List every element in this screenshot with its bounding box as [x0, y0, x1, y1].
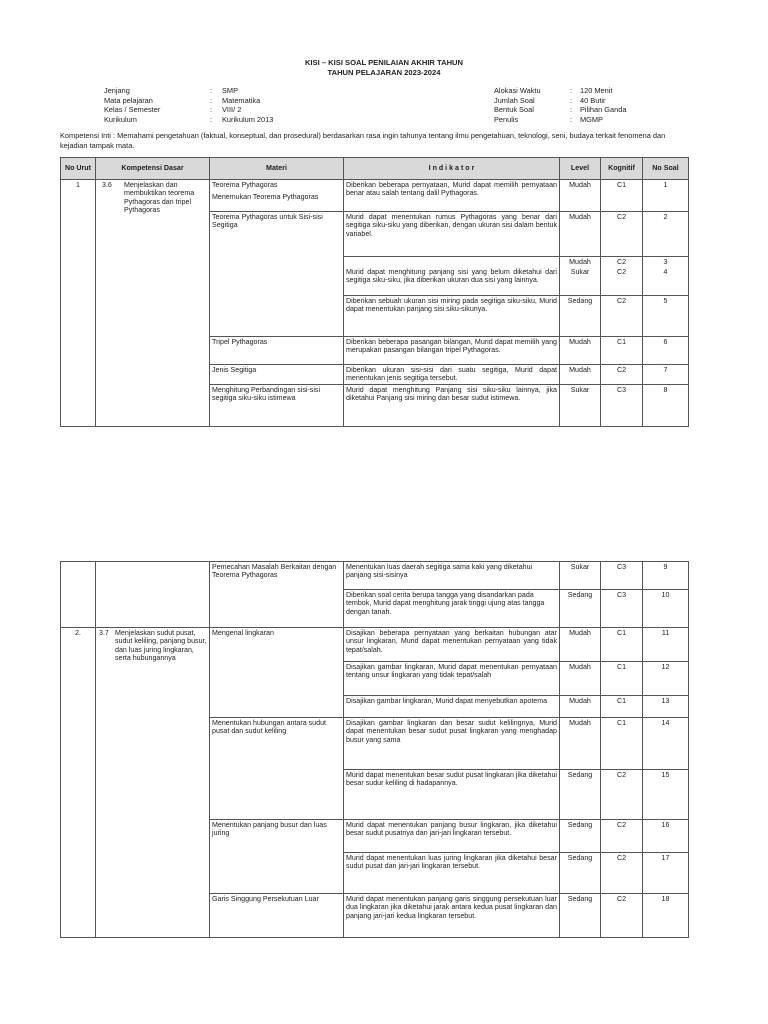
meta-colon: :: [570, 95, 573, 105]
materi-cell: Menentukan panjang busur dan luas juring: [210, 820, 344, 894]
no-soal-text: 4: [663, 268, 668, 277]
level-text: Mudah: [569, 258, 591, 266]
no-soal-cell: 2: [643, 212, 689, 257]
table-header-row: [61, 158, 689, 180]
meta-key: Jumlah Soal: [494, 95, 535, 105]
kd-text: Menjelaskan dan membuktikan teorema Pythagoras dan tripel Pythagoras: [124, 181, 195, 215]
level-cell: Sedang: [560, 853, 601, 894]
no-soal-cell: 15: [643, 770, 689, 820]
indikator-cell: Disajikan gambar lingkaran dan besar sudut kelilingnya, Murid dapat menentukan besar sudut pusat lingkaran yang menghadap busur yang sama: [344, 718, 560, 770]
meta-key: Jenjang: [104, 86, 130, 95]
meta-colon: :: [570, 86, 573, 95]
meta-colon: :: [210, 86, 213, 95]
no-soal-text: 3: [663, 258, 668, 266]
level-cell: Mudah: [560, 212, 601, 257]
kognitif-cell: [601, 257, 643, 296]
col-kompetensi-dasar: Kompetensi Dasar: [96, 158, 210, 180]
meta-value: 120 Menit: [580, 86, 613, 95]
meta-row-kelas: [104, 105, 273, 115]
meta-row-kurikulum: [104, 115, 273, 125]
kd-cell: [96, 180, 210, 427]
indikator-cell: Murid dapat menentukan luas juring lingkaran jika diketahui besar sudut pusat dan jari-jari lingkaran tersebut.: [344, 853, 560, 894]
kompetensi-inti: Kompetensi Inti : Memahami pengetahuan (faktual, konseptual, dan prosedural) berdasarkan rasa ingin tahunya tentang ilmu pengetahuan, teknologi, seni, budaya terkait fenomena dan kejadian tampak mata.: [60, 131, 666, 150]
kognitif-cell: C3: [601, 590, 643, 628]
kognitif-cell: C3: [601, 384, 643, 426]
indikator-cell: Diberikan sebuah ukuran sisi miring pada segitiga siku-siku, Murid dapat menentukan panjang sisi siku-sikunya.: [344, 296, 560, 337]
kognitif-cell: C2: [601, 820, 643, 853]
kognitif-cell: C2: [601, 212, 643, 257]
level-cell: Sedang: [560, 894, 601, 938]
meta-value: 40 Butir: [580, 95, 606, 105]
meta-value: MGMP: [580, 114, 603, 124]
meta-key: Penulis: [494, 114, 519, 124]
level-cell: Mudah: [560, 365, 601, 385]
kisi-table-page1: [60, 157, 689, 427]
indikator-cell: Murid dapat menghitung Panjang sisi siku-siku lainnya, jika diketahui Panjang sisi miring dan besar sudut istimewa.: [344, 384, 560, 426]
indikator-cell: Menentukan luas daerah segitiga sama kaki yang diketahui panjang sisi-sisinya: [344, 562, 560, 590]
materi-cell: [210, 180, 344, 212]
no-soal-cell: 17: [643, 853, 689, 894]
kognitif-cell: C2: [601, 365, 643, 385]
level-cell: Sedang: [560, 820, 601, 853]
col-materi: Materi: [210, 158, 344, 180]
kd-number: 3.6: [102, 181, 112, 189]
kognitif-cell: C1: [601, 337, 643, 365]
indikator-cell: Murid dapat menentukan rumus Pythagoras yang benar dari segitiga siku-siku yang diberikan, dengan ukuran sisi dalam bentuk variabel.: [344, 212, 560, 257]
kognitif-cell: C1: [601, 662, 643, 696]
meta-right: [494, 86, 626, 124]
meta-row-penulis: [494, 115, 626, 125]
kognitif-text: C2: [616, 268, 627, 277]
indikator-cell: Disajikan gambar lingkaran, Murid dapat menyebutkan apotema: [344, 696, 560, 718]
indikator-cell: Disajikan beberapa pernyataan yang berkaitan hubungan atar unsur lingkaran, Murid dapat menentukan pernyataan yang tidak tepat/salah.: [344, 628, 560, 662]
kd-text: Menjelaskan sudut pusat, sudut keliling, panjang busur, dan luas juring lingkaran, serta hubungannya: [115, 629, 207, 663]
table-row: [61, 180, 689, 212]
level-cell: Mudah: [560, 696, 601, 718]
meta-key: Alokasi Waktu: [494, 86, 541, 95]
kognitif-cell: C1: [601, 718, 643, 770]
col-no-soal: No Soal: [643, 158, 689, 180]
meta-left: [104, 86, 273, 124]
level-cell: Mudah: [560, 662, 601, 696]
kognitif-cell: C1: [601, 180, 643, 212]
materi-text: Menemukan Teorema Pythagoras: [212, 193, 319, 202]
meta-row-jenjang: [104, 86, 273, 96]
materi-cell: Menentukan hubungan antara sudut pusat dan sudut keliling: [210, 718, 344, 820]
table-row: [61, 562, 689, 590]
indikator-cell: Diberikan beberapa pasangan bilangan, Murid dapat memilih yang merupakan pasangan bilangan tripel Pythagoras.: [344, 337, 560, 365]
level-text: Sukar: [570, 268, 590, 277]
col-kognitif: Kognitif: [601, 158, 643, 180]
no-soal-cell: [643, 257, 689, 296]
meta-colon: :: [570, 105, 573, 114]
meta-key: Kelas / Semester: [104, 105, 161, 114]
indikator-cell: Diberikan soal cerita berupa tangga yang disandarkan pada tembok, Murid dapat menghitung jarak tinggi ujung atas tangga dengan tanah.: [344, 590, 560, 628]
meta-row-alokasi: [494, 86, 626, 96]
no-soal-cell: 1: [643, 180, 689, 212]
no-soal-cell: 13: [643, 696, 689, 718]
document-subtitle: TAHUN PELAJARAN 2023-2024: [327, 68, 441, 77]
meta-value: SMP: [222, 86, 239, 95]
materi-cell: Tripel Pythagoras: [210, 337, 344, 365]
no-soal-cell: 10: [643, 590, 689, 628]
row-number: [61, 562, 96, 628]
meta-colon: :: [570, 114, 573, 124]
materi-cell: Garis Singgung Persekutuan Luar: [210, 894, 344, 938]
materi-text: Teorema Pythagoras: [212, 181, 278, 189]
kognitif-cell: C2: [601, 296, 643, 337]
materi-cell: Jenis Segitiga: [210, 365, 344, 385]
kognitif-cell: C2: [601, 853, 643, 894]
level-cell: Sedang: [560, 296, 601, 337]
kisi-table-page2: [60, 561, 689, 938]
no-soal-cell: 9: [643, 562, 689, 590]
meta-colon: :: [210, 95, 213, 105]
kd-number: 3.7: [99, 629, 109, 637]
materi-cell: Menghitung Perbandingan sisi-sisi segitiga siku-siku istimewa: [210, 384, 344, 426]
row-number: 1: [61, 180, 96, 427]
level-cell: Mudah: [560, 337, 601, 365]
indikator-cell: Murid dapat menentukan panjang busur lingkaran, jika diketahui besar sudut pusatnya dan jari-jari lingkaran tersebut.: [344, 820, 560, 853]
no-soal-cell: 16: [643, 820, 689, 853]
materi-cell: Teorema Pythagoras untuk Sisi-sisi Segitiga: [210, 212, 344, 337]
meta-value: Pilihan Ganda: [580, 105, 627, 114]
meta-colon: :: [210, 114, 213, 124]
no-soal-cell: 8: [643, 384, 689, 426]
kd-cell: [96, 562, 210, 628]
kognitif-cell: C3: [601, 562, 643, 590]
level-cell: Sedang: [560, 590, 601, 628]
meta-row-bentuk: [494, 105, 626, 115]
materi-cell: Pemecahan Masalah Berkaitan dengan Teorema Pythagoras: [210, 562, 344, 628]
level-cell: Sukar: [560, 562, 601, 590]
materi-cell: Mengenal lingkaran: [210, 628, 344, 718]
meta-value: Matematika: [222, 95, 261, 105]
meta-row-mapel: [104, 96, 273, 106]
kognitif-cell: C1: [601, 628, 643, 662]
level-cell: [560, 257, 601, 296]
meta-key: Bentuk Soal: [494, 105, 534, 114]
level-cell: Sukar: [560, 384, 601, 426]
kognitif-cell: C1: [601, 696, 643, 718]
indikator-cell: Diberikan ukuran sisi-sisi dari suatu segitiga, Murid dapat menentukan jenis segitiga tersebut.: [344, 365, 560, 385]
indikator-cell: Murid dapat menentukan panjang garis singgung persekutuan luar dua lingkaran jika diketahui jarak antara kedua pusat lingkaran dan panjang jari-jari kedua lingkaran tersebut.: [344, 894, 560, 938]
no-soal-cell: 6: [643, 337, 689, 365]
kd-cell: [96, 628, 210, 938]
table-row: [61, 628, 689, 662]
row-number: 2.: [61, 628, 96, 938]
meta-value: VIII/ 2: [222, 105, 242, 114]
indikator-cell: Disajikan gambar lingkaran, Murid dapat menentukan pernyataan tentang unsur lingkaran yang tidak tepat/salah: [344, 662, 560, 696]
col-level: Level: [560, 158, 601, 180]
kognitif-cell: C2: [601, 770, 643, 820]
document-title: KISI – KISI SOAL PENILAIAN AKHIR TAHUN: [304, 58, 464, 67]
no-soal-cell: 12: [643, 662, 689, 696]
level-cell: Mudah: [560, 628, 601, 662]
no-soal-cell: 11: [643, 628, 689, 662]
level-cell: Sedang: [560, 770, 601, 820]
indikator-cell: Diberikan beberapa pernyataan, Murid dapat memilih pernyataan benar atau salah tentang dalil Pythagoras.: [344, 180, 560, 212]
no-soal-cell: 5: [643, 296, 689, 337]
indikator-cell: Murid dapat menentukan besar sudut pusat lingkaran jika diketahui besar sudur keliling di hadapannya.: [344, 770, 560, 820]
meta-key: Kurikulum: [104, 114, 137, 124]
kognitif-text: C2: [616, 258, 627, 266]
meta-colon: :: [210, 105, 213, 114]
indikator-cell: Murid dapat menghitung panjang sisi yang belum diketahui dari segitiga siku-siku, jika diberikan ukuran dua sisi yang lainnya.: [344, 257, 560, 296]
no-soal-cell: 14: [643, 718, 689, 770]
col-no-urut: No Urut: [61, 158, 96, 180]
no-soal-cell: 7: [643, 365, 689, 385]
col-indikator: I n d i k a t o r: [344, 158, 560, 180]
meta-row-jumlah: [494, 96, 626, 106]
meta-key: Mata pelajaran: [104, 95, 153, 105]
level-cell: Mudah: [560, 180, 601, 212]
meta-value: Kurikulum 2013: [222, 114, 274, 124]
level-cell: Mudah: [560, 718, 601, 770]
no-soal-cell: 18: [643, 894, 689, 938]
kognitif-cell: C2: [601, 894, 643, 938]
